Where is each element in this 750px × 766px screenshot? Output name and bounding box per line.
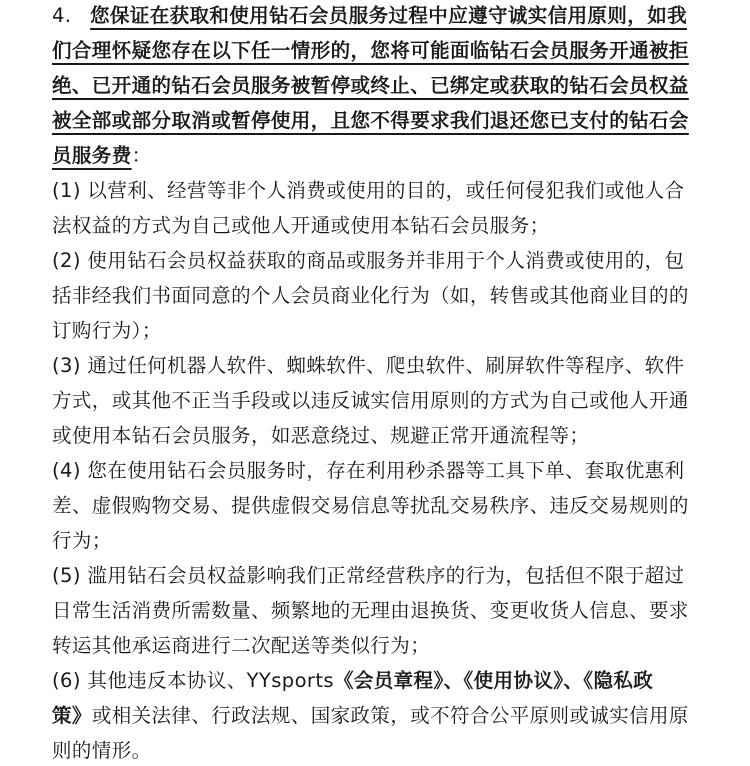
clause-4-text: 们合理怀疑您存在以下任一情形的，您将可能面临钻石会员服务开通被拒 [52,39,689,62]
clause-4-line-1 [52,4,687,28]
separator: 、 [443,669,464,692]
clause-4-colon: ： [131,144,152,167]
clause-number: 4. [52,4,72,27]
item-5-line-2: 日常生活消费所需数量、频繁地的无理由退换货、变更收货人信息、要求 [52,599,689,622]
item-6-line-1 [52,669,653,693]
item-3-line-1: (3) 通过任何机器人软件、蜘蛛软件、爬虫软件、刷屏软件等程序、软件 [52,354,685,377]
clause-4-text: 被全部或部分取消或暂停使用，且您不得要求我们退还您已支付的钻石会 [52,109,689,132]
item-5-line-1: (5) 滥用钻石会员权益影响我们正常经营秩序的行为，包括但不限于超过 [52,564,685,587]
item-4-line-1: (4) 您在使用钻石会员服务时，存在利用秒杀器等工具下单、套取优惠利 [52,459,685,482]
clause-4-text: 您保证在获取和使用钻石会员服务过程中应遵守诚实信用原则，如我 [90,4,688,27]
item-6-text: (6) 其他违反本协议、YYsports [52,669,334,692]
item-2-line-1: (2) 使用钻石会员权益获取的商品或服务并非用于个人消费或使用的，包 [52,249,685,272]
item-2-line-2: 括非经我们书面同意的个人会员商业化行为（如，转售或其他商业目的的 [52,284,689,307]
item-1-line-2: 法权益的方式为自己或他人开通或使用本钻石会员服务； [52,214,550,237]
usage-agreement-link[interactable]: 《使用协议》 [463,669,564,692]
item-6-line-2 [52,704,689,728]
item-4-line-2: 差、虚假购物交易、提供虚假交易信息等扰乱交易秩序、违反交易规则的 [52,494,689,517]
item-2-line-3: 订购行为）； [52,319,162,342]
clause-4-line-2 [52,39,689,63]
separator: 、 [563,669,584,692]
item-6-line-3: 则的情形。 [52,739,152,762]
clause-4-text: 绝、已开通的钻石会员服务被暂停或终止、已绑定或获取的钻石会员权益 [52,74,689,97]
item-5-line-3: 转运其他承运商进行二次配送等类似行为； [52,634,431,657]
clause-4-line-5 [52,144,152,168]
item-4-line-3: 行为； [52,529,112,552]
clause-4-line-4 [52,109,689,133]
item-1-line-1: (1) 以营利、经营等非个人消费或使用的目的，或任何侵犯我们或他人合 [52,179,685,202]
item-6-text: 或相关法律、行政法规、国家政策，或不符合公平原则或诚实信用原 [91,704,689,727]
privacy-policy-link[interactable]: 《隐私政 [583,669,654,692]
privacy-policy-link[interactable]: 策》 [52,704,92,727]
item-3-line-2: 方式，或其他不正当手段或以违反诚实信用原则的方式为自己或他人开通 [52,389,689,412]
clause-4-line-3 [52,74,689,98]
clause-4-text: 员服务费 [52,144,132,167]
member-charter-link[interactable]: 《会员章程》 [333,669,444,692]
item-3-line-3: 或使用本钻石会员服务，如恶意绕过、规避正常开通流程等； [52,424,590,447]
